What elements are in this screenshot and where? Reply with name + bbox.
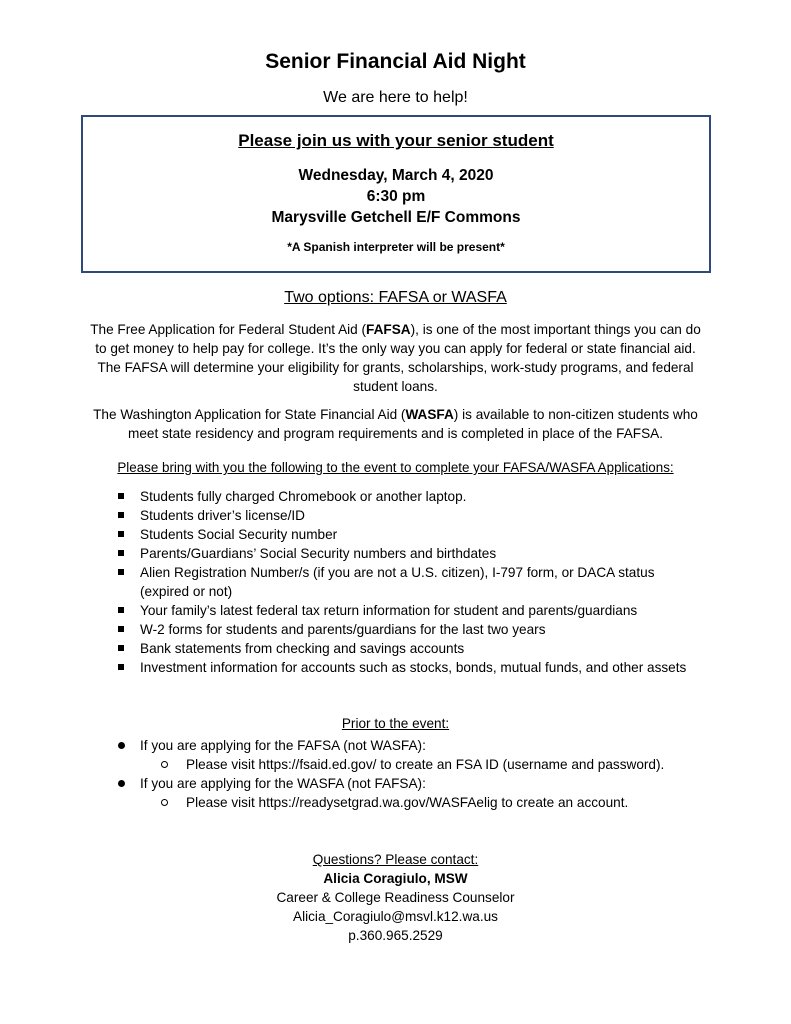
prior-list bbox=[118, 736, 718, 812]
list-item: Students driver’s license/ID bbox=[118, 506, 698, 525]
event-location: Marysville Getchell E/F Commons bbox=[271, 209, 521, 226]
contact-heading: Questions? Please contact: bbox=[312, 852, 479, 867]
wasfa-paragraph bbox=[90, 405, 701, 443]
square-bullet-icon bbox=[118, 531, 124, 537]
event-details-box bbox=[81, 115, 711, 273]
wasfa-text-end: ) is available to non-citizen students who meet state residency and program requirements and is completed in place of the FAFSA. bbox=[128, 407, 698, 441]
list-item: Investment information for accounts such as stocks, bonds, mutual funds, and other assets bbox=[118, 658, 698, 677]
contact-phone: p.360.965.2529 bbox=[348, 928, 443, 943]
circle-bullet-icon bbox=[161, 799, 168, 806]
fafsa-text-start: The Free Application for Federal Student Aid ( bbox=[90, 322, 367, 337]
list-item: Students Social Security number bbox=[118, 525, 698, 544]
wasfa-bold: WASFA bbox=[405, 407, 454, 422]
list-subitem: Please visit https://readysetgrad.wa.gov/WASFAelig to create an account. bbox=[118, 793, 718, 812]
options-heading: Two options: FAFSA or WASFA bbox=[284, 289, 507, 306]
list-item: If you are applying for the FAFSA (not WASFA): bbox=[118, 736, 718, 755]
fafsa-paragraph bbox=[90, 320, 701, 396]
wasfa-text-start: The Washington Application for State Financial Aid ( bbox=[93, 407, 406, 422]
event-details bbox=[83, 165, 709, 228]
square-bullet-icon bbox=[118, 626, 124, 632]
square-bullet-icon bbox=[118, 512, 124, 518]
contact-name: Alicia Coragiulo, MSW bbox=[323, 871, 468, 886]
square-bullet-icon bbox=[118, 645, 124, 651]
list-item: Alien Registration Number/s (if you are not a U.S. citizen), I-797 form, or DACA status (expired or not) bbox=[118, 563, 698, 601]
list-item: W-2 forms for students and parents/guardians for the last two years bbox=[118, 620, 698, 639]
interpreter-note: *A Spanish interpreter will be present* bbox=[287, 240, 505, 254]
list-item: Parents/Guardians’ Social Security numbers and birthdates bbox=[118, 544, 698, 563]
event-heading: Please join us with your senior student bbox=[238, 131, 554, 150]
list-subitem: Please visit https://fsaid.ed.gov/ to create an FSA ID (username and password). bbox=[118, 755, 718, 774]
prior-heading: Prior to the event: bbox=[341, 716, 450, 731]
page-subtitle: We are here to help! bbox=[323, 89, 468, 106]
square-bullet-icon bbox=[118, 607, 124, 613]
list-item: Your family’s latest federal tax return information for student and parents/guardians bbox=[118, 601, 698, 620]
square-bullet-icon bbox=[118, 664, 124, 670]
square-bullet-icon bbox=[118, 493, 124, 499]
contact-email: Alicia_Coragiulo@msvl.k12.wa.us bbox=[293, 909, 498, 924]
fafsa-text-end: ), is one of the most important things you can do to get money to help pay for college. It’s the only way you can apply for federal or state financial aid. The FAFSA will determine your eligibility for grants, scholarships, work-study programs, and federal student loans. bbox=[95, 322, 701, 394]
circle-bullet-icon bbox=[161, 761, 168, 768]
bring-list bbox=[118, 487, 698, 677]
event-time: 6:30 pm bbox=[366, 188, 426, 205]
contact-block bbox=[0, 850, 791, 945]
fafsa-bold: FAFSA bbox=[366, 322, 411, 337]
list-item: If you are applying for the WASFA (not FAFSA): bbox=[118, 774, 718, 793]
square-bullet-icon bbox=[118, 550, 124, 556]
bullet-icon bbox=[118, 742, 125, 749]
bring-heading: Please bring with you the following to the event to complete your FAFSA/WASFA Applications: bbox=[117, 460, 674, 475]
page-title: Senior Financial Aid Night bbox=[265, 50, 526, 73]
contact-role: Career & College Readiness Counselor bbox=[276, 890, 515, 905]
list-item: Students fully charged Chromebook or another laptop. bbox=[118, 487, 698, 506]
event-date: Wednesday, March 4, 2020 bbox=[298, 167, 494, 184]
square-bullet-icon bbox=[118, 569, 124, 575]
list-item: Bank statements from checking and savings accounts bbox=[118, 639, 698, 658]
bullet-icon bbox=[118, 780, 125, 787]
